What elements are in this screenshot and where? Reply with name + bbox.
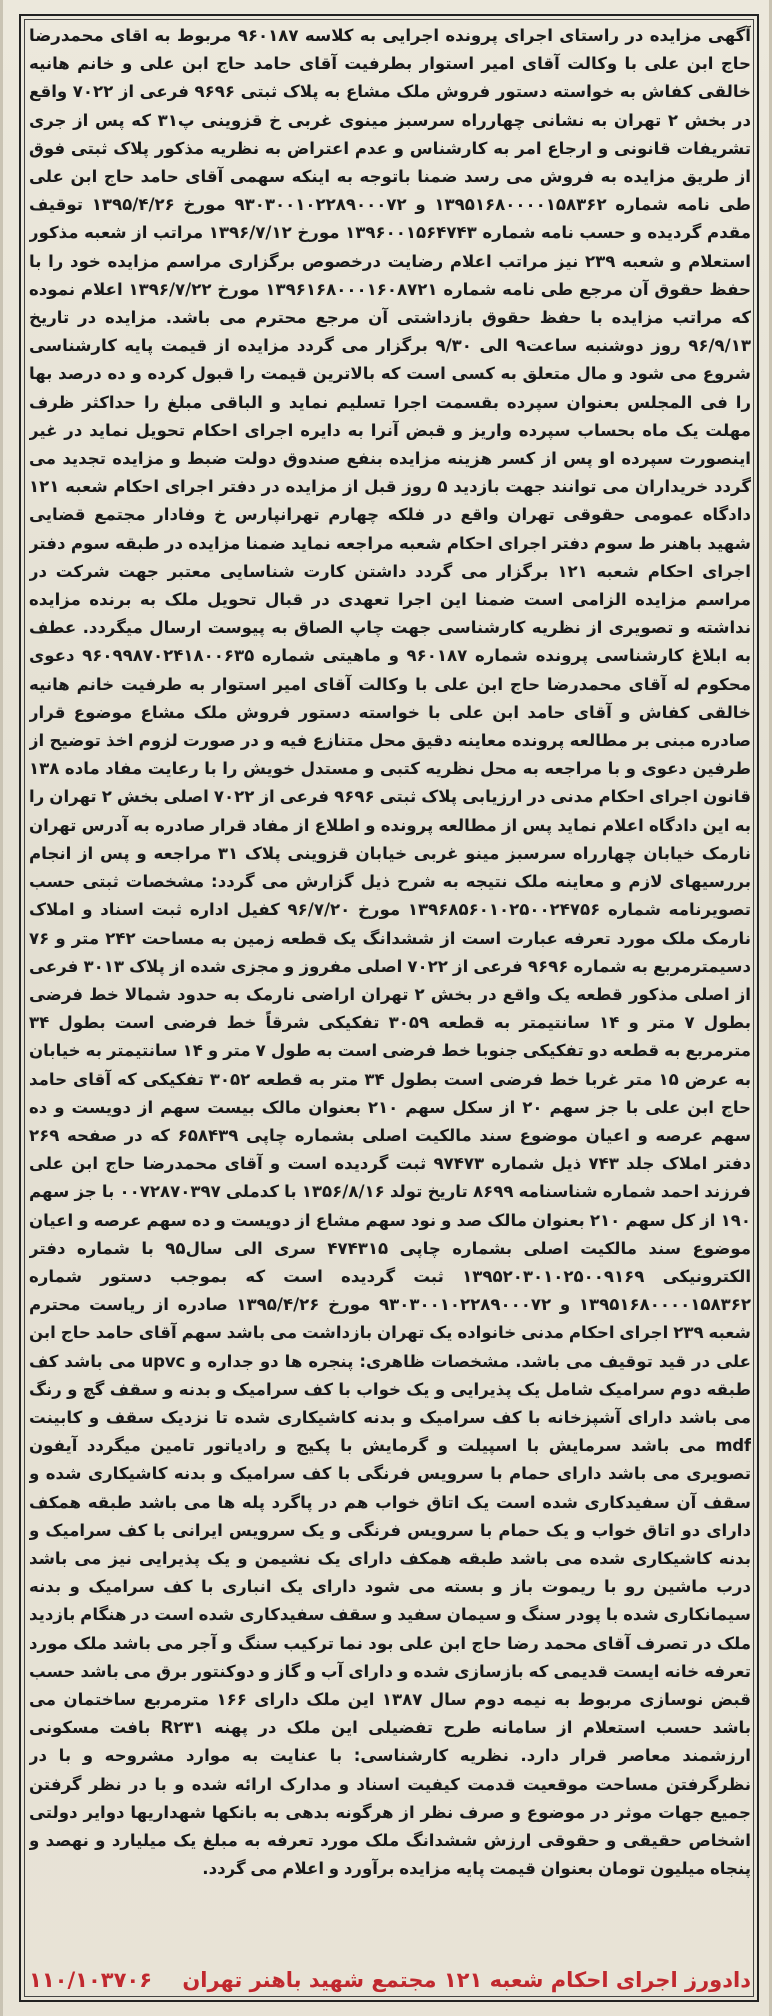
footer-code: ۱۱۰/۱۰۳۷۰۶: [29, 1968, 153, 1992]
notice-footer: [29, 1962, 751, 1998]
footer-signature: دادورز اجرای احکام شعبه ۱۲۱ مجتمع شهید باهنر تهران: [182, 1968, 751, 1992]
notice-body: آگهی مزایده در راستای اجرای پرونده اجرایی به کلاسه ۹۶۰۱۸۷ مربوط به اقای محمدرضا حاج ابن علی با وکالت آقای امیر استوار بطرفیت آقای حامد حاج ابن علی و خانم هانیه خالقی کفاش به خواسته دستور فروش ملک مشاع به پلاک ثبتی ۹۶۹۶ فرعی از ۷۰۲۲ واقع در بخش ۲ تهران به نشانی چهارراه سرسبز مینوی غربی خ قزوینی پ۳۱ که پس از جری تشریفات قانونی و ارجاع امر به کارشناس و عدم اعتراض به نظریه مذکور پلاک ثبتی فوق از طریق مزایده به فروش می رسد ضمنا باتوجه به اینکه سهمی آقای حامد حاج ابن علی طی نامه شماره ۱۳۹۵۱۶۸۰۰۰۰۱۵۸۳۶۲ و ۹۳۰۳۰۰۱۰۲۲۸۹۰۰۰۷۲ مورخ ۱۳۹۵/۴/۲۶ توقیف مقدم گردیده و حسب نامه شماره ۱۳۹۶۰۰۱۵۶۴۷۴۳ مورخ ۱۳۹۶/۷/۱۲ مراتب از شعبه مذکور استعلام و شعبه ۲۳۹ نیز مراتب اعلام رضایت درخصوص برگزاری مراسم مزایده خود را با حفظ حقوق آن مرجع طی نامه شماره ۱۳۹۶۱۶۸۰۰۰۱۶۰۸۷۲۱ مورخ ۱۳۹۶/۷/۲۲ اعلام نموده که مراتب مزایده با حفظ حقوق بازداشتی آن مرجع محترم می باشد. مزایده در تاریخ ۹۶/۹/۱۳ روز دوشنبه ساعت۹ الی ۹/۳۰ برگزار می گردد مزایده از قیمت پایه کارشناسی شروع می شود و مال متعلق به کسی است که بالاترین قیمت را قبول کرده و ده درصد بها را فی المجلس بعنوان سپرده بقسمت اجرا تسلیم نماید و الباقی مبلغ را حداکثر ظرف مهلت یک ماه بحساب سپرده واریز و قبض آنرا به دایره اجرای احکام تحویل نماید در غیر اینصورت سپرده او پس از کسر هزینه مزایده بنفع صندوق دولت ضبط و مزایده تجدید می گردد خریداران می توانند جهت بازدید ۵ روز قبل از مزایده در دفتر اجرای احکام شعبه ۱۲۱ دادگاه عمومی حقوقی تهران واقع در فلکه چهارم تهرانپارس خ وفادار مجتمع قضایی شهید باهنر ط سوم دفتر اجرای احکام شعبه مراجعه نماید ضمنا مزایده در طبقه سوم دفتر اجرای احکام شعبه ۱۲۱ برگزار می گردد داشتن کارت شناسایی معتبر جهت شرکت در مراسم مزایده الزامی است ضمنا این اجرا تعهدی در قبال تحویل ملک به برنده مزایده نداشته و تصویری از نظریه کارشناسی جهت چاپ الصاق به پیوست ارسال میگردد. عطف به ابلاغ کارشناسی پرونده شماره ۹۶۰۱۸۷ و ماهیتی شماره ۹۶۰۹۹۸۷۰۲۴۱۸۰۰۶۳۵ دعوی محکوم له آقای محمدرضا حاج ابن علی با وکالت آقای امیر استوار به طرفیت خانم هانیه خالقی کفاش و آقای حامد ابن علی با خواسته دستور فروش ملک مشاع موضوع قرار صادره مبنی بر مطالعه پرونده معاینه دقیق محل متنازع فیه و در صورت لزوم اخذ توضیح از طرفین دعوی و با مراجعه به محل نظریه کتبی و مستدل خویش را با رعایت مفاد ماده ۱۳۸ قانون اجرای احکام مدنی در ارزیابی پلاک ثبتی ۹۶۹۶ فرعی از ۷۰۲۲ اصلی بخش ۲ تهران را به این دادگاه اعلام نماید پس از مطالعه پرونده و اطلاع از مفاد قرار صادره به آدرس تهران نارمک خیابان چهارراه سرسبز مینو غربی خیابان قزوینی پلاک ۳۱ مراجعه و پس از انجام بررسیهای لازم و معاینه ملک نتیجه به شرح ذیل گزارش می گردد: مشخصات ثبتی حسب تصویرنامه شماره ۱۳۹۶۸۵۶۰۱۰۲۵۰۰۲۴۷۵۶ مورخ ۹۶/۷/۲۰ کفیل اداره ثبت اسناد و املاک نارمک ملک مورد تعرفه عبارت است از ششدانگ یک قطعه زمین به مساحت ۲۴۲ متر و ۷۶ دسیمترمربع به شماره ۹۶۹۶ فرعی از ۷۰۲۲ اصلی مفروز و مجزی شده از پلاک ۳۰۱۳ فرعی از اصلی مذکور قطعه یک واقع در بخش ۲ تهران اراضی نارمک به حدود شمالا خط فرضی بطول ۷ متر و ۱۴ سانتیمتر به قطعه ۳۰۵۹ تفکیکی شرقاً خط فرضی است بطول ۳۴ مترمربع به قطعه دو تفکیکی جنوبا خط فرضی است به طول ۷ متر و ۱۴ سانتیمتر به خیابان به عرض ۱۵ متر غربا خط فرضی است بطول ۳۴ متر به قطعه ۳۰۵۲ تفکیکی که آقای حامد حاج ابن علی با جز سهم ۲۰ از سکل سهم ۲۱۰ بعنوان مالک بیست سهم از دویست و ده سهم عرصه و اعیان موضوع سند مالکیت اصلی بشماره چاپی ۶۵۸۴۳۹ که در صفحه ۲۶۹ دفتر املاک جلد ۷۴۳ ذیل شماره ۹۷۴۷۳ ثبت گردیده است و آقای محمدرضا حاج ابن علی فرزند احمد شماره شناسنامه ۸۶۹۹ تاریخ تولد ۱۳۵۶/۸/۱۶ با کدملی ۰۰۷۲۸۷۰۳۹۷ با جز سهم ۱۹۰ از کل سهم ۲۱۰ بعنوان مالک صد و نود سهم مشاع از دویست و ده سهم عرصه و اعیان موضوع سند مالکیت اصلی بشماره چاپی ۴۷۴۳۱۵ سری الی سال۹۵ با شماره دفتر الکترونیکی ۱۳۹۵۲۰۳۰۱۰۲۵۰۰۹۱۶۹ ثبت گردیده است که بموجب دستور شماره ۱۳۹۵۱۶۸۰۰۰۰۱۵۸۳۶۲ و ۹۳۰۳۰۰۱۰۲۲۸۹۰۰۰۷۲ مورخ ۱۳۹۵/۴/۲۶ صادره از ریاست محترم شعبه ۲۳۹ اجرای احکام مدنی خانواده یک تهران بازداشت می باشد سهم آقای حامد حاج ابن علی در قید توقیف می باشد. مشخصات ظاهری: پنجره ها دو جداره و upvc می باشد کف طبقه دوم سرامیک شامل یک پذیرایی و یک خواب با کف سرامیک و بدنه و سقف گچ و رنگ می باشد دارای آشپزخانه با کف سرامیک و بدنه کاشیکاری شده تا نزدیک سقف و کابینت mdf می باشد سرمایش با اسپیلت و گرمایش با پکیج و رادیاتور تامین میگردد آیفون تصویری می باشد دارای حمام با سرویس فرنگی با کف سرامیک و بدنه کاشیکاری شده و سقف آن سفیدکاری شده است یک اتاق خواب هم در پاگرد پله ها می باشد طبقه همکف دارای دو اتاق خواب و یک حمام با سرویس فرنگی و یک سرویس ایرانی با کف سرامیک و بدنه کاشیکاری شده می باشد طبقه همکف دارای یک نشیمن و یک پذیرایی نیز می باشد درب ماشین رو با ریموت باز و بسته می شود دارای یک انباری با کف سرامیک و بدنه سیمانکاری شده با پودر سنگ و سیمان سفید و سقف سفیدکاری شده است در هنگام بازدید ملک در تصرف آقای محمد رضا حاج ابن علی بود نما ترکیب سنگ و آجر می باشد ملک مورد تعرفه خانه ایست قدیمی که بازسازی شده و دارای آب و گاز و دوکنتور برق می باشد حسب قبض نوسازی مربوط به نیمه دوم سال ۱۳۸۷ این ملک دارای ۱۶۶ مترمربع ساختمان می باشد حسب استعلام از سامانه طرح تفضیلی این ملک در پهنه R۲۳۱ بافت مسکونی ارزشمند معاصر قرار دارد. نظریه کارشناسی: با عنایت به موارد مشروحه و با در نظرگرفتن مساحت موقعیت قدمت کیفیت اسناد و مدارک ارائه شده و با در نظر گرفتن جمیع جهات موثر در موضوع و صرف نظر از هرگونه بدهی به بانکها شهداریها دوایر دولتی اشخاص حقیقی و حقوقی ارزش ششدانگ ملک مورد تعرفه به مبلغ یک میلیارد و نهصد و پنجاه میلیون تومان بعنوان قیمت پایه مزایده برآورد و اعلام می گردد.: [29, 26, 751, 1879]
